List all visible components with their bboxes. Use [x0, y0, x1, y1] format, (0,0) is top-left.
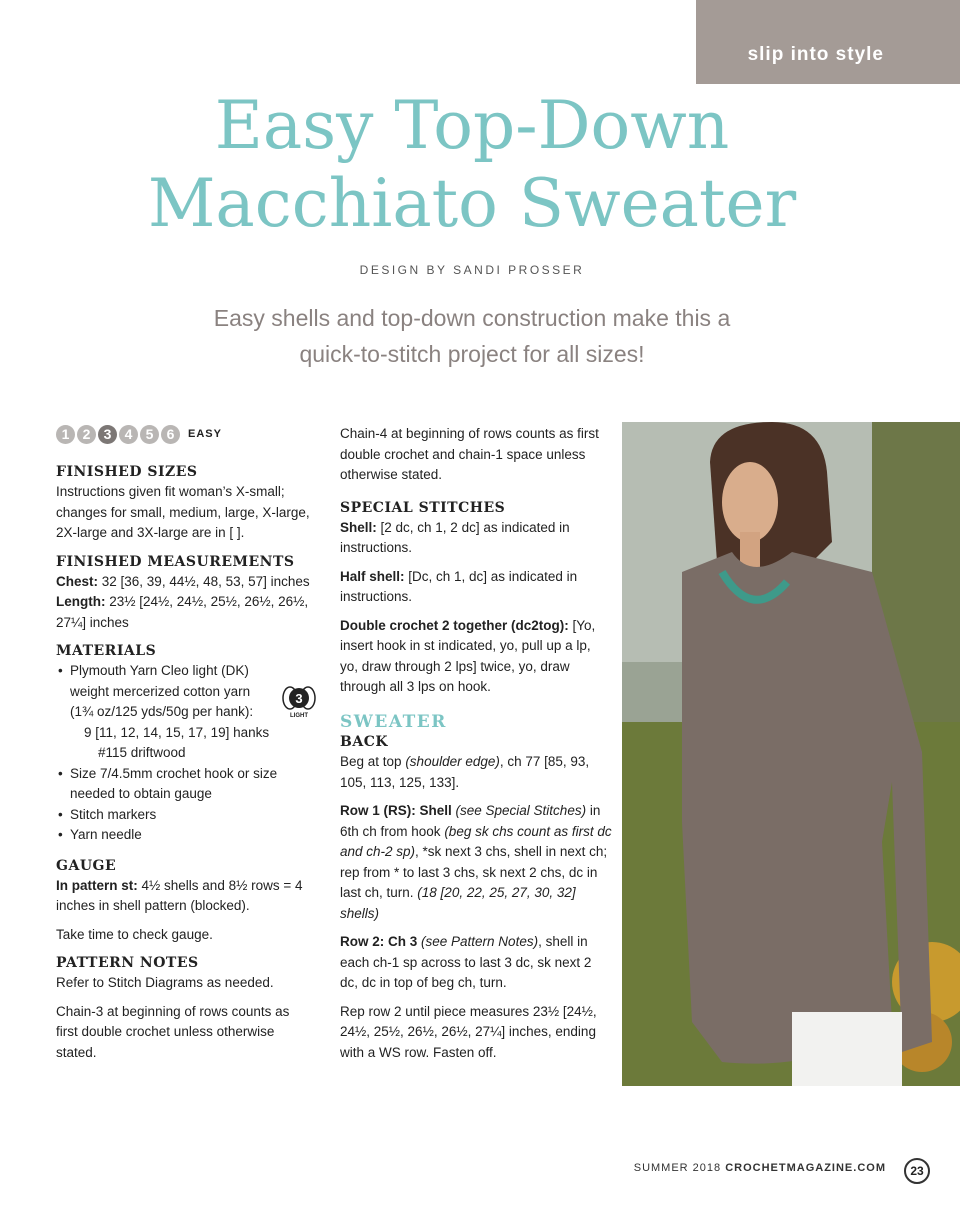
- finished-sizes-heading: FINISHED SIZES: [56, 464, 198, 480]
- page-title-line-2: Macchiato Sweater: [147, 165, 797, 242]
- column-middle: [340, 424, 612, 1071]
- yarn-weight-number: 3: [295, 691, 303, 706]
- skill-level-2: 2: [77, 425, 96, 444]
- skill-level-label: EASY: [188, 427, 222, 440]
- skill-level: [56, 422, 314, 446]
- materials-list: [56, 661, 314, 846]
- back-beginning: Beg at top (shoulder edge), ch 77 [85, 93, 105, 113, 125, 133].: [340, 754, 590, 790]
- gauge-heading: GAUGE: [56, 857, 117, 874]
- gauge-note: Take time to check gauge.: [56, 926, 213, 942]
- footer-issue: SUMMER 2018: [633, 1162, 726, 1174]
- back-heading: BACK: [340, 734, 389, 750]
- special-stitch-shell: Shell: [2 dc, ch 1, 2 dc] as indicated in instructions.: [340, 519, 570, 555]
- material-yarn: • Plymouth Yarn Cleo light (DK) weight mercerized cotton yarn (1¾ oz/125 yds/50g per hank): 9 [11, 12, 14, 15, 17, 19] hanks #115 driftwood: [56, 661, 314, 764]
- section-tab-label: slip into style: [747, 44, 884, 65]
- gauge-text: In pattern st: 4½ shells and 8½ rows = 4 inches in shell pattern (blocked).: [56, 877, 303, 913]
- page-number: 23: [904, 1158, 930, 1184]
- pattern-note-3: Chain-4 at beginning of rows counts as first double crochet and chain-1 space unless otherwise stated.: [340, 426, 599, 482]
- skill-level-6: 6: [161, 425, 180, 444]
- special-stitches-heading: SPECIAL STITCHES: [340, 499, 506, 516]
- skill-level-1: 1: [56, 425, 75, 444]
- row-2-instructions: Row 2: Ch 3 (see Pattern Notes), shell in each ch-1 sp across to last 3 dc, sk next 2 dc, dc in top of beg ch, turn.: [340, 934, 592, 990]
- special-stitch-dc2tog: Double crochet 2 together (dc2tog): [Yo, insert hook in st indicated, yo, pull up a lp, yo, draw through 2 lps] twice, yo, draw through all 3 lps on hook.: [340, 617, 596, 694]
- yarn-weight-label: LIGHT: [290, 713, 308, 718]
- chest-measurement: Chest: 32 [36, 39, 44½, 48, 53, 57] inches: [56, 573, 310, 589]
- subtitle-line-2: quick-to-stitch project for all sizes!: [299, 341, 645, 367]
- section-tab: [696, 0, 960, 84]
- sweater-heading: SWEATER: [340, 711, 447, 732]
- subtitle: [0, 300, 944, 372]
- skill-level-3: 3: [98, 425, 117, 444]
- footer-site: CROCHETMAGAZINE.COM: [725, 1162, 886, 1174]
- yarn-weight-icon: [282, 684, 316, 718]
- page-title-line-1: Easy Top-Down: [214, 87, 730, 164]
- length-measurement: Length: 23½ [24½, 24½, 25½, 26½, 26½, 27¼] inches: [56, 594, 309, 630]
- skill-level-5: 5: [140, 425, 159, 444]
- material-needle: • Yarn needle: [56, 825, 314, 846]
- designer-byline: DESIGN BY SANDI PROSSER: [359, 263, 585, 277]
- pattern-note-2: Chain-3 at beginning of rows counts as first double crochet unless otherwise stated.: [56, 1003, 290, 1060]
- finished-measurements-heading: FINISHED MEASUREMENTS: [56, 553, 295, 570]
- row-1-instructions: Row 1 (RS): Shell (see Special Stitches) in 6th ch from hook (beg sk chs count as first dc and ch-2 sp), *sk next 3 chs, shell in next ch; rep from * to last 3 chs, sk next 2 chs, dc in last ch, turn. (18 [20, 22, 25, 27, 30, 32] shells): [340, 803, 612, 921]
- repeat-instructions: Rep row 2 until piece measures 23½ [24½, 24½, 25½, 26½, 26½, 27¼] inches, ending with a WS row. Fasten off.: [340, 1003, 597, 1060]
- model-photo: [622, 422, 960, 1086]
- pattern-note-1: Refer to Stitch Diagrams as needed.: [56, 975, 274, 990]
- subtitle-line-1: Easy shells and top-down construction make this a: [213, 305, 731, 331]
- pattern-notes-heading: PATTERN NOTES: [56, 955, 199, 971]
- footer: [0, 1162, 886, 1174]
- skill-level-4: 4: [119, 425, 138, 444]
- materials-heading: MATERIALS: [56, 643, 157, 659]
- material-markers: • Stitch markers: [56, 805, 314, 826]
- material-hook: • Size 7/4.5mm crochet hook or size needed to obtain gauge: [56, 764, 314, 805]
- special-stitch-half-shell: Half shell: [Dc, ch 1, dc] as indicated in instructions.: [340, 568, 578, 604]
- column-left: [56, 422, 314, 1071]
- finished-sizes-text: Instructions given fit woman’s X-small; changes for small, medium, large, X-large, 2X-large and 3X-large are in [ ].: [56, 484, 310, 540]
